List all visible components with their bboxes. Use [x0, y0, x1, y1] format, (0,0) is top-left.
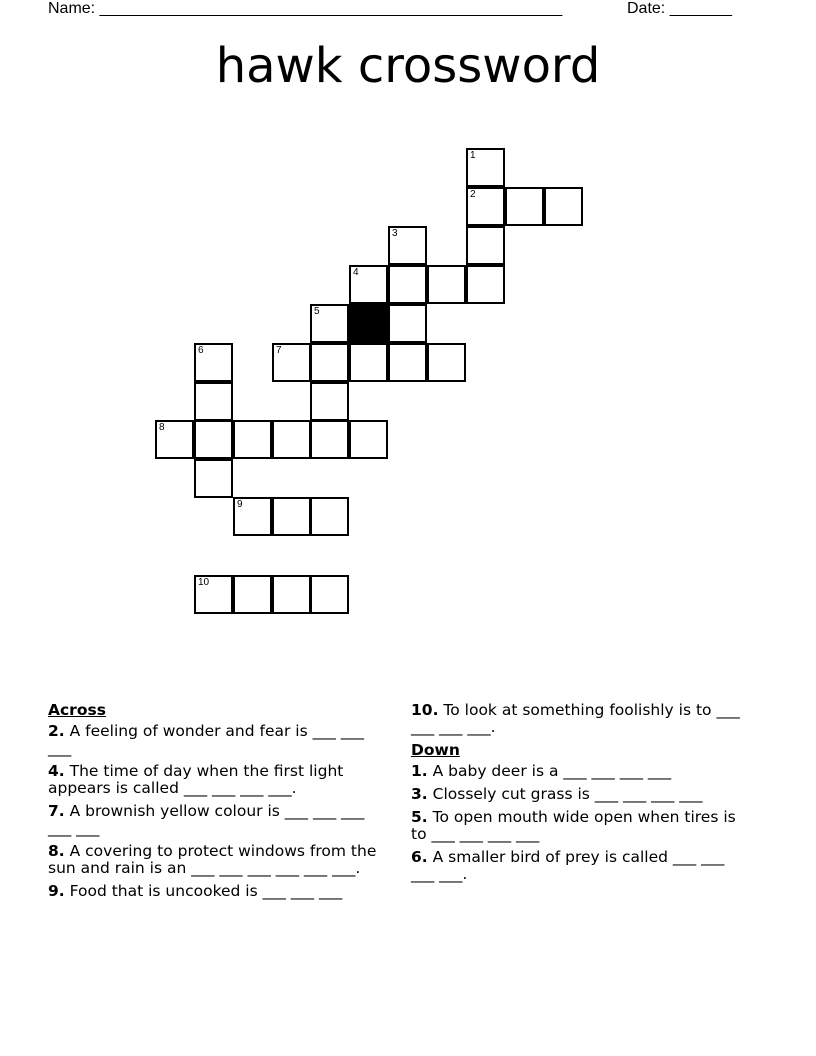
clue-number: 10: [198, 577, 210, 588]
grid-cell[interactable]: [194, 459, 233, 498]
down-heading: Down: [411, 741, 460, 759]
grid-cell[interactable]: [310, 304, 349, 343]
grid-cell[interactable]: [194, 575, 233, 614]
clue-down-5: 5. To open mouth wide open when tires is to ___ ___ ___ ___: [411, 808, 736, 843]
clue-number: 7: [276, 345, 282, 356]
clue-number: 7: [48, 802, 59, 820]
grid-cell[interactable]: [427, 265, 466, 304]
grid-cell[interactable]: [310, 382, 349, 421]
clue-across-4: 4. The time of day when the first light appears is called ___ ___ ___ ___.: [48, 762, 344, 797]
grid-cell[interactable]: [233, 420, 272, 459]
clue-number: 9: [48, 882, 59, 900]
page-title: hawk crossword: [215, 38, 601, 94]
clue-text: A smaller bird of prey is called ___ ___ ___ ___.: [411, 848, 725, 883]
clue-across-8: 8. A covering to protect windows from the sun and rain is an ___ ___ ___ ___ ___ ___.: [48, 842, 377, 877]
grid-cell[interactable]: [466, 148, 505, 187]
clue-text: To open mouth wide open when tires is to ___ ___ ___ ___: [411, 808, 736, 843]
clue-down-1: 1. A baby deer is a ___ ___ ___ ___: [411, 762, 672, 780]
date-line: Date: _______: [627, 0, 732, 17]
grid-cell[interactable]: [466, 226, 505, 265]
clue-across-7: 7. A brownish yellow colour is ___ ___ ___ ___ ___: [48, 802, 365, 837]
grid-cell[interactable]: [349, 265, 388, 304]
clue-number: 2: [48, 722, 59, 740]
clue-down-3: 3. Clossely cut grass is ___ ___ ___ ___: [411, 785, 703, 803]
clue-number: 5: [314, 306, 320, 317]
clue-number: 3: [411, 785, 422, 803]
grid-cell[interactable]: [272, 575, 311, 614]
clue-number: 6: [411, 848, 422, 866]
clue-text: A baby deer is a ___ ___ ___ ___: [432, 762, 672, 780]
grid-cell[interactable]: [505, 187, 544, 226]
grid-cell[interactable]: [155, 420, 194, 459]
clue-number: 8: [159, 422, 165, 433]
clue-number: 4: [353, 267, 359, 278]
clue-number: 1: [411, 762, 422, 780]
grid-cell[interactable]: [272, 497, 311, 536]
clue-text: A covering to protect windows from the sun and rain is an ___ ___ ___ ___ ___ ___.: [48, 842, 377, 877]
grid-cell[interactable]: [310, 420, 349, 459]
grid-cell[interactable]: [194, 420, 233, 459]
grid-cell[interactable]: [194, 343, 233, 382]
clue-number: 4: [48, 762, 59, 780]
grid-cell[interactable]: [233, 497, 272, 536]
grid-cell[interactable]: [466, 187, 505, 226]
grid-cell[interactable]: [233, 575, 272, 614]
clue-number: 6: [198, 345, 204, 356]
black-cell: [349, 304, 388, 343]
grid-cell[interactable]: [466, 265, 505, 304]
clue-number: 10: [411, 701, 433, 719]
grid-cell[interactable]: [349, 420, 388, 459]
grid-cell[interactable]: [388, 226, 427, 265]
down-clues: [411, 702, 741, 889]
clue-text: A feeling of wonder and fear is ___ ___ ___: [48, 722, 365, 757]
across-clues: [48, 702, 388, 906]
across-heading: Across: [48, 701, 106, 719]
clue-text: To look at something foolishly is to ___ ___ ___ ___.: [411, 701, 740, 736]
grid-cell[interactable]: [272, 420, 311, 459]
grid-cell[interactable]: [310, 343, 349, 382]
clue-number: 2: [470, 189, 476, 200]
grid-cell[interactable]: [349, 343, 388, 382]
clue-text: Food that is uncooked is ___ ___ ___: [69, 882, 343, 900]
clue-across-9: 9. Food that is uncooked is ___ ___ ___: [48, 882, 343, 900]
grid-cell[interactable]: [427, 343, 466, 382]
grid-cell[interactable]: [388, 304, 427, 343]
name-line: Name: ____________________________________________________: [48, 0, 563, 17]
clue-number: 3: [392, 228, 398, 239]
grid-cell[interactable]: [310, 497, 349, 536]
grid-cell[interactable]: [388, 265, 427, 304]
grid-cell[interactable]: [272, 343, 311, 382]
clue-text: A brownish yellow colour is ___ ___ ___ ___ ___: [48, 802, 365, 837]
clue-text: Clossely cut grass is ___ ___ ___ ___: [432, 785, 703, 803]
clue-number: 1: [470, 150, 476, 161]
clue-across-2: 2. A feeling of wonder and fear is ___ ___ ___: [48, 722, 365, 757]
grid-cell[interactable]: [194, 382, 233, 421]
clue-number: 5: [411, 808, 422, 826]
clue-across-10: 10. To look at something foolishly is to ___ ___ ___ ___.: [411, 701, 740, 736]
clue-number: 8: [48, 842, 59, 860]
grid-cell[interactable]: [388, 343, 427, 382]
clue-down-6: 6. A smaller bird of prey is called ___ ___ ___ ___.: [411, 848, 725, 883]
grid-cell[interactable]: [310, 575, 349, 614]
clue-text: The time of day when the first light appears is called ___ ___ ___ ___.: [48, 762, 344, 797]
grid-cell[interactable]: [544, 187, 583, 226]
clue-number: 9: [237, 499, 243, 510]
